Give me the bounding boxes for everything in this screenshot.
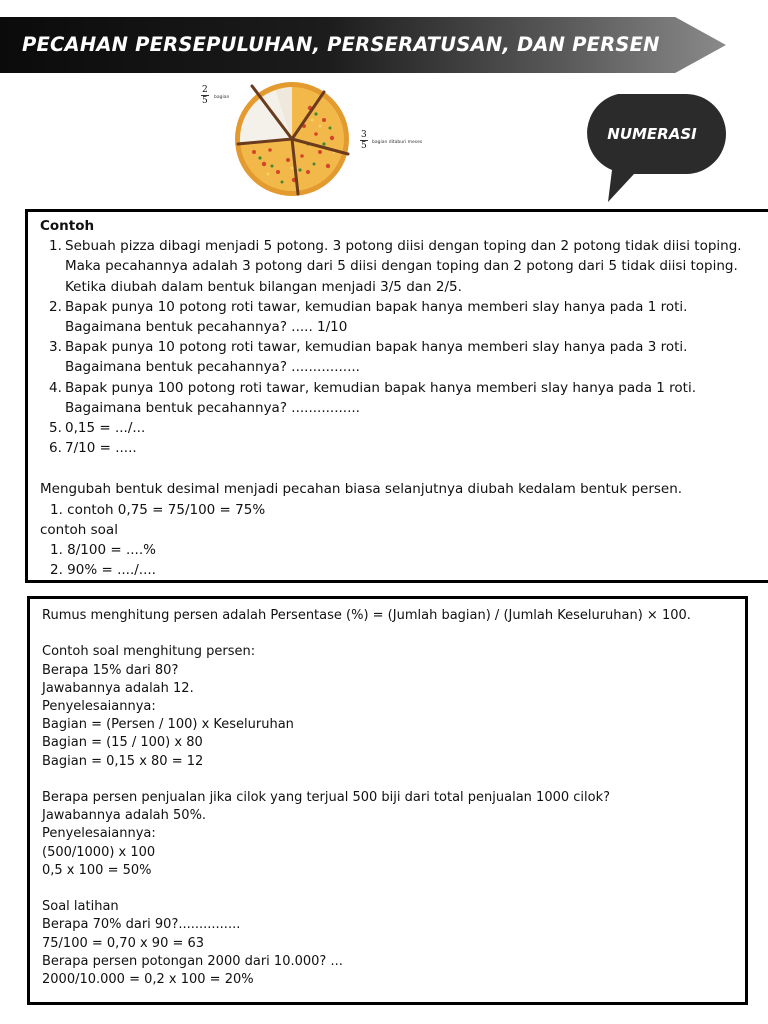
numerasi-badge: NUMERASI <box>607 125 697 143</box>
item-number: 2. <box>49 298 62 315</box>
soal-item: 1. 8/100 = ....% <box>50 542 156 559</box>
fraction-numerator: 3 <box>361 130 367 140</box>
contoh-list <box>40 236 768 458</box>
text-line: 75/100 = 0,70 x 90 = 63 <box>42 935 205 951</box>
rumus-section <box>27 596 748 1005</box>
text-line: Berapa persen penjualan jika cilok yang terjual 500 biji dari total penjualan 1000 cilok? <box>42 790 611 805</box>
text-line: Penyelesaiannya: <box>42 826 156 842</box>
text-line: Berapa 70% dari 90?............... <box>42 917 241 933</box>
item-text: Bapak punya 10 potong roti tawar, kemudian bapak hanya memberi slay hanya pada 3 roti. Bagaimana bentuk pecahannya? ................ <box>65 339 688 376</box>
list-item <box>49 438 767 458</box>
spacer <box>42 771 745 789</box>
fraction-two-fifths <box>201 85 209 106</box>
item-number: 5. <box>49 420 62 437</box>
item-number: 6. <box>49 440 62 457</box>
desimal-example: 1. contoh 0,75 = 75/100 = 75% <box>50 501 266 518</box>
item-number: 1. <box>49 238 62 255</box>
text-line: Soal latihan <box>42 899 119 915</box>
text-line: Rumus menghitung persen adalah Persentase (%) = (Jumlah bagian) / (Jumlah Keseluruhan) × 100. <box>42 608 691 623</box>
text-line: 0,5 x 100 = 50% <box>42 862 152 878</box>
page-title: PECAHAN PERSEPULUHAN, PERSERATUSAN, DAN PERSEN <box>22 33 660 56</box>
item-number: 4. <box>49 379 62 396</box>
list-item <box>49 418 767 438</box>
spacer <box>42 880 745 898</box>
fraction-three-fifths <box>360 130 368 151</box>
text-line: Berapa 15% dari 80? <box>42 662 179 678</box>
item-text: 0,15 = .../... <box>65 420 146 437</box>
text-line: 2000/10.000 = 0,2 x 100 = 20% <box>42 972 254 988</box>
text-line: Bagian = 0,15 x 80 = 12 <box>42 753 204 769</box>
spacer <box>42 625 745 643</box>
list-item <box>49 236 767 297</box>
soal-heading: contoh soal <box>40 521 118 538</box>
text-line: Penyelesaiannya: <box>42 699 156 714</box>
spacer <box>40 458 768 479</box>
item-text: 7/10 = ..... <box>65 440 137 457</box>
fraction-label-topping: bagian ditaburi meses <box>372 140 423 145</box>
list-item <box>49 297 767 337</box>
item-text: Sebuah pizza dibagi menjadi 5 potong. 3 potong diisi dengan toping dan 2 potong tidak diisi toping. Maka pecahannya adalah 3 potong dari 5 diisi dengan toping dan 2 potong dari 5 tidak diisi toping. Ketika diubah dalam bentuk bilangan menjadi 3/5 dan 2/5. <box>65 238 742 295</box>
fraction-numerator: 2 <box>202 85 208 95</box>
text-line: Bagian = (15 / 100) x 80 <box>42 735 203 751</box>
pizza-icon <box>232 80 362 205</box>
contoh-section <box>25 209 768 583</box>
text-line: (500/1000) x 100 <box>42 844 156 860</box>
fraction-denominator: 5 <box>361 141 367 151</box>
item-text: Bapak punya 100 potong roti tawar, kemudian bapak hanya memberi slay hanya pada 1 roti. Bagaimana bentuk pecahannya? ................ <box>65 379 697 416</box>
text-line: Jawabannya adalah 50%. <box>42 808 207 824</box>
text-line: Bagian = (Persen / 100) x Keseluruhan <box>42 717 294 733</box>
item-number: 3. <box>49 339 62 356</box>
list-item <box>49 337 767 377</box>
text-line: Contoh soal menghitung persen: <box>42 644 256 660</box>
contoh-heading: Contoh <box>40 218 95 234</box>
text-line: Berapa persen potongan 2000 dari 10.000? ... <box>42 953 343 969</box>
list-item <box>49 378 767 418</box>
text-line: Jawabannya adalah 12. <box>42 680 194 696</box>
soal-item: 2. 90% = ..../.... <box>50 562 156 579</box>
fraction-denominator: 5 <box>202 96 208 106</box>
desimal-intro: Mengubah bentuk desimal menjadi pecahan biasa selanjutnya diubah kedalam bentuk persen. <box>40 481 683 498</box>
item-text: Bapak punya 10 potong roti tawar, kemudian bapak hanya memberi slay hanya pada 1 roti. Bagaimana bentuk pecahannya? ..... 1/10 <box>65 298 688 336</box>
fraction-label-plain: bagian <box>214 95 230 100</box>
pizza-illustration <box>196 80 446 205</box>
